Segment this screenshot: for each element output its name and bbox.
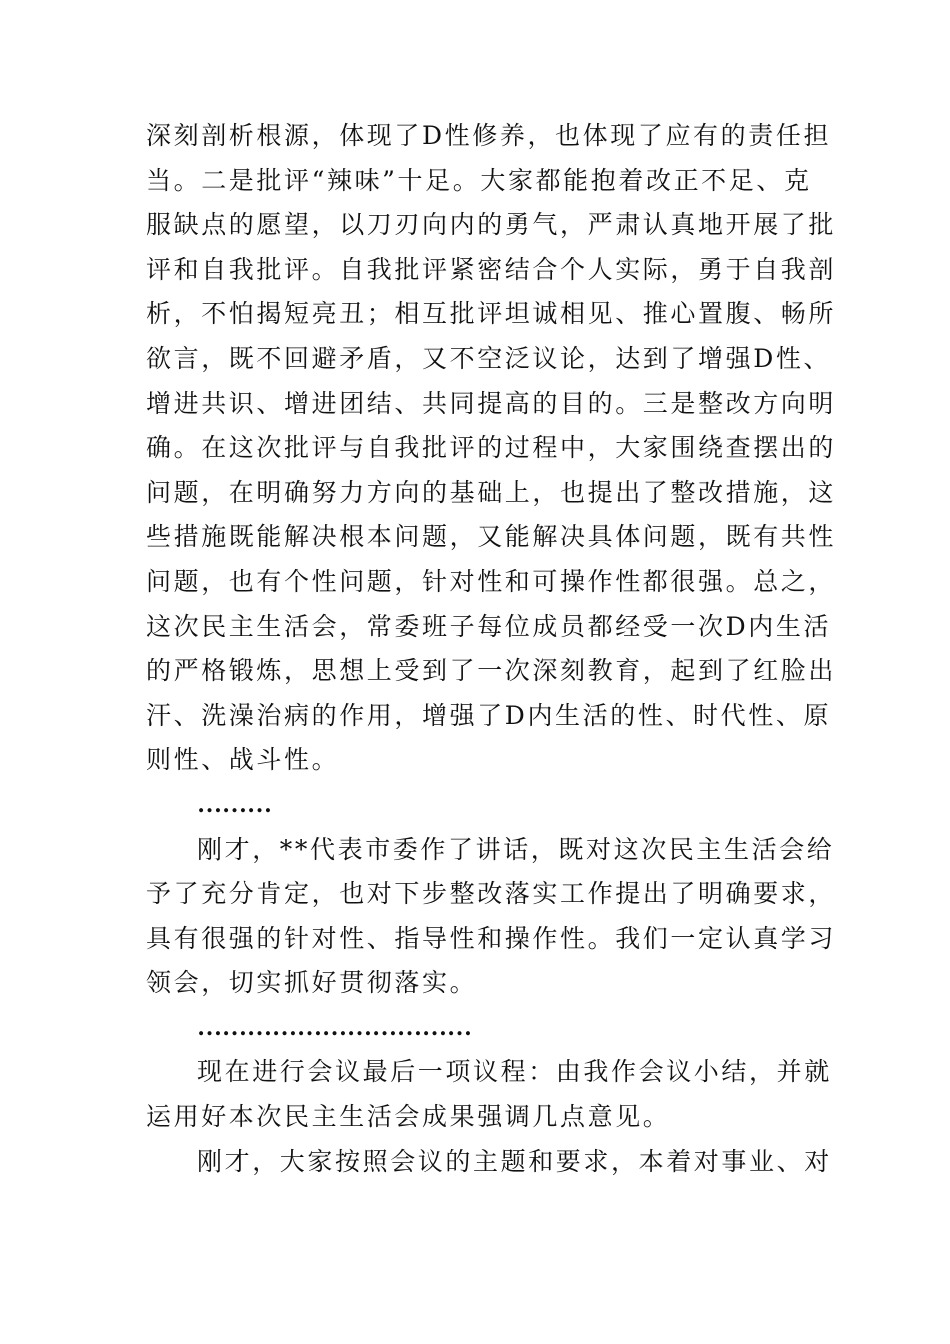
text-line: 刚才，**代表市委作了讲话，既对这次民主生活会给	[197, 834, 835, 864]
text-line: 增进共识、增进团结、共同提高的目的。三是整改方向明	[146, 388, 837, 418]
text-line: 现在进行会议最后一项议程：由我作会议小结，并就	[197, 1057, 832, 1087]
text-line: 予了充分肯定，也对下步整改落实工作提出了明确要求，	[146, 879, 837, 909]
text-line: 欲言，既不回避矛盾，又不空泛议论，达到了增强D性、	[146, 343, 832, 373]
text-line: 析，不怕揭短亮丑；相互批评坦诚相见、推心置腹、畅所	[146, 299, 837, 329]
text-line: 则性、战斗性。	[146, 745, 340, 775]
text-line: 当。二是批评“辣味”十足。大家都能抱着改正不足、克	[146, 165, 812, 195]
paragraph-continued	[146, 114, 837, 783]
paragraph-agenda	[146, 1050, 832, 1139]
text-line: 具有很强的针对性、指导性和操作性。我们一定认真学习	[146, 923, 837, 953]
paragraph-speech-remark	[146, 828, 837, 1006]
text-line: 深刻剖析根源，体现了D性修养，也体现了应有的责任担	[146, 121, 832, 150]
text-line: 些措施既能解决根本问题，又能解决具体问题，既有共性	[146, 522, 837, 552]
text-line: 这次民主生活会，常委班子每位成员都经受一次D内生活	[146, 611, 832, 641]
text-line: 服缺点的愿望，以刀刃向内的勇气，严肃认真地开展了批	[146, 210, 837, 240]
text-line: 刚才，大家按照会议的主题和要求，本着对事业、对	[197, 1146, 832, 1176]
text-line: 评和自我批评。自我批评紧密结合个人实际，勇于自我剖	[146, 254, 837, 284]
text-line: 领会，切实抓好贯彻落实。	[146, 968, 478, 998]
text-line: 汗、洗澡治病的作用，增强了D内生活的性、时代性、原	[146, 700, 832, 730]
text-line: 的严格锻炼，思想上受到了一次深刻教育，起到了红脸出	[146, 656, 837, 686]
text-line: 问题，也有个性问题，针对性和可操作性都很强。总之，	[146, 566, 837, 596]
document-body	[146, 114, 837, 1184]
ellipsis-separator: ………	[197, 790, 272, 818]
ellipsis-separator: ……………………………	[197, 1013, 472, 1041]
text-line: 确。在这次批评与自我批评的过程中，大家围绕查摆出的	[146, 433, 837, 463]
text-line: 问题，在明确努力方向的基础上，也提出了整改措施，这	[146, 477, 837, 507]
text-line: 运用好本次民主生活会成果强调几点意见。	[146, 1102, 671, 1132]
paragraph-summary-start	[146, 1140, 832, 1185]
